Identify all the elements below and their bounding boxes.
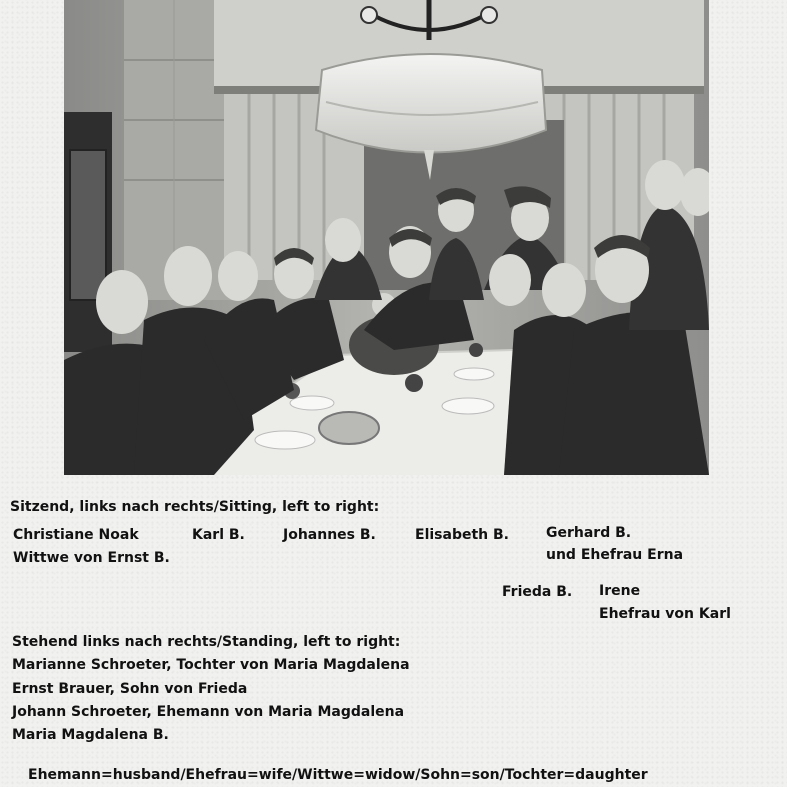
family-photo-illustration — [64, 0, 709, 475]
seated-person-1-name: Christiane Noak — [13, 527, 139, 543]
seated-person-1-note: Wittwe von Ernst B. — [13, 550, 170, 566]
seated-person-2-name: Karl B. — [192, 527, 245, 543]
seated-heading: Sitzend, links nach rechts/Sitting, left to right: — [10, 499, 380, 515]
seated-person-6-name: Frieda B. — [502, 584, 573, 600]
standing-heading: Stehend links nach rechts/Standing, left to right: — [12, 634, 401, 650]
seated-person-7-name: Irene — [599, 583, 641, 599]
seated-person-5-note: und Ehefrau Erna — [546, 547, 684, 563]
standing-person-2: Ernst Brauer, Sohn von Frieda — [12, 681, 248, 697]
seated-person-4-name: Elisabeth B. — [415, 527, 509, 543]
standing-person-3: Johann Schroeter, Ehemann von Maria Magdalena — [12, 704, 405, 720]
seated-person-7-note: Ehefrau von Karl — [599, 606, 731, 622]
family-photo — [64, 0, 709, 475]
seated-person-3-name: Johannes B. — [283, 527, 376, 543]
seated-person-5-name: Gerhard B. — [546, 525, 632, 541]
standing-person-4: Maria Magdalena B. — [12, 727, 169, 743]
glossary-line: Ehemann=husband/Ehefrau=wife/Wittwe=widow/Sohn=son/Tochter=daughter — [28, 767, 648, 783]
standing-person-1: Marianne Schroeter, Tochter von Maria Magdalena — [12, 657, 410, 673]
